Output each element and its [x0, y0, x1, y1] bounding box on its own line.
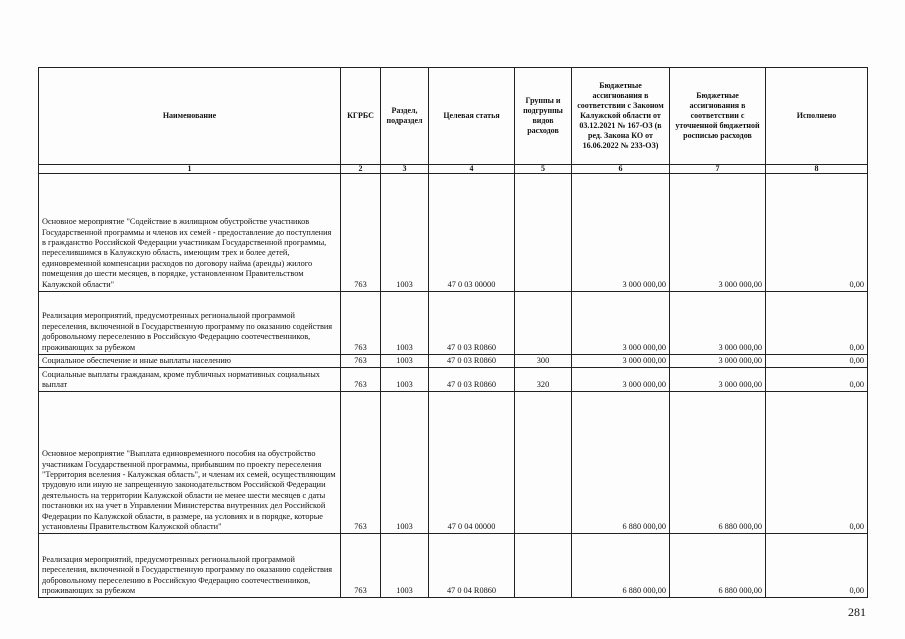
budget-table [38, 67, 868, 598]
row-name: Реализация мероприятий, предусмотренных региональной программой переселения, включенной в Государственную программу по оказанию содействия добровольному переселению в Российскую Федерацию соотечественников, проживающих за рубежом [39, 534, 341, 598]
row-vid [515, 534, 572, 598]
row-celevaya: 47 0 03 R0860 [429, 292, 515, 355]
table-row [39, 392, 868, 534]
row-name: Основное мероприятие "Содействие в жилищном обустройстве участников Государственной программы и членов их семей - предоставление до поступления в гражданство Российской Федерации участникам Государственной программы, переселившимся в Калужскую область, имеющим трех и более детей, единовременной компенсации расходов по договору найма (аренды) жилого помещения до шести месяцев, в порядке, установленном Правительством Калужской области" [39, 174, 341, 292]
row-celevaya: 47 0 03 R0860 [429, 368, 515, 392]
row-law: 3 000 000,00 [572, 292, 670, 355]
column-number: 5 [515, 165, 572, 174]
row-kgrbs: 763 [341, 392, 381, 534]
row-law: 6 880 000,00 [572, 534, 670, 598]
header-celevaya: Целевая статья [429, 68, 515, 165]
row-kgrbs: 763 [341, 174, 381, 292]
table-row [39, 534, 868, 598]
row-vid [515, 292, 572, 355]
row-rospis: 3 000 000,00 [670, 174, 766, 292]
row-done: 0,00 [766, 368, 868, 392]
column-number: 4 [429, 165, 515, 174]
row-kgrbs: 763 [341, 534, 381, 598]
page-number: 281 [848, 605, 866, 619]
table-header-row [39, 68, 868, 165]
column-number: 2 [341, 165, 381, 174]
row-razdel: 1003 [381, 392, 429, 534]
row-done: 0,00 [766, 534, 868, 598]
row-name: Реализация мероприятий, предусмотренных региональной программой переселения, включенной в Государственную программу по оказанию содействия добровольному переселению в Российскую Федерацию соотечественников, проживающих за рубежом [39, 292, 341, 355]
row-done: 0,00 [766, 355, 868, 368]
column-number: 7 [670, 165, 766, 174]
row-rospis: 6 880 000,00 [670, 534, 766, 598]
row-vid: 320 [515, 368, 572, 392]
header-executed: Исполнено [766, 68, 868, 165]
row-razdel: 1003 [381, 368, 429, 392]
row-celevaya: 47 0 04 R0860 [429, 534, 515, 598]
header-vid: Группы и подгруппы видов расходов [515, 68, 572, 165]
header-law-assignments: Бюджетные ассигнования в соответствии с Законом Калужской области от 03.12.2021 № 167-ОЗ (в ред. Закона КО от 16.06.2022 № 233-ОЗ) [572, 68, 670, 165]
column-number-row [39, 165, 868, 174]
row-vid: 300 [515, 355, 572, 368]
row-done: 0,00 [766, 392, 868, 534]
row-rospis: 6 880 000,00 [670, 392, 766, 534]
row-celevaya: 47 0 04 00000 [429, 392, 515, 534]
row-kgrbs: 763 [341, 368, 381, 392]
row-rospis: 3 000 000,00 [670, 355, 766, 368]
row-law: 3 000 000,00 [572, 355, 670, 368]
column-number: 1 [39, 165, 341, 174]
row-razdel: 1003 [381, 534, 429, 598]
row-law: 3 000 000,00 [572, 368, 670, 392]
row-law: 6 880 000,00 [572, 392, 670, 534]
header-kgrbs: КГРБС [341, 68, 381, 165]
table-row [39, 355, 868, 368]
row-razdel: 1003 [381, 355, 429, 368]
header-name: Наименование [39, 68, 341, 165]
row-razdel: 1003 [381, 292, 429, 355]
row-done: 0,00 [766, 174, 868, 292]
row-kgrbs: 763 [341, 292, 381, 355]
column-number: 8 [766, 165, 868, 174]
table-row [39, 174, 868, 292]
table-row [39, 368, 868, 392]
row-name: Социальное обеспечение и иные выплаты населению [39, 355, 341, 368]
row-rospis: 3 000 000,00 [670, 292, 766, 355]
row-name: Социальные выплаты гражданам, кроме публичных нормативных социальных выплат [39, 368, 341, 392]
row-done: 0,00 [766, 292, 868, 355]
row-razdel: 1003 [381, 174, 429, 292]
row-celevaya: 47 0 03 R0860 [429, 355, 515, 368]
column-number: 3 [381, 165, 429, 174]
row-kgrbs: 763 [341, 355, 381, 368]
row-name: Основное мероприятие "Выплата единовременного пособия на обустройство участникам Государственной программы, прибывшим по проекту переселения "Территория вселения - Калужская область", и членам их семей, осуществляющим трудовую или иную не запрещенную законодательством Российской Федерации деятельность на территории Калужской области не менее шести месяцев с даты постановки их на учет в Управлении Министерства внутренних дел Российской Федерации по Калужской области, в размере, на условиях и в порядке, которые установлены Правительством Калужской области" [39, 392, 341, 534]
column-number: 6 [572, 165, 670, 174]
row-vid [515, 392, 572, 534]
row-law: 3 000 000,00 [572, 174, 670, 292]
row-vid [515, 174, 572, 292]
table-row [39, 292, 868, 355]
row-celevaya: 47 0 03 00000 [429, 174, 515, 292]
header-razdel: Раздел, подраздел [381, 68, 429, 165]
row-rospis: 3 000 000,00 [670, 368, 766, 392]
header-rospis-assignments: Бюджетные ассигнования в соответствии с уточненной бюджетной росписью расходов [670, 68, 766, 165]
